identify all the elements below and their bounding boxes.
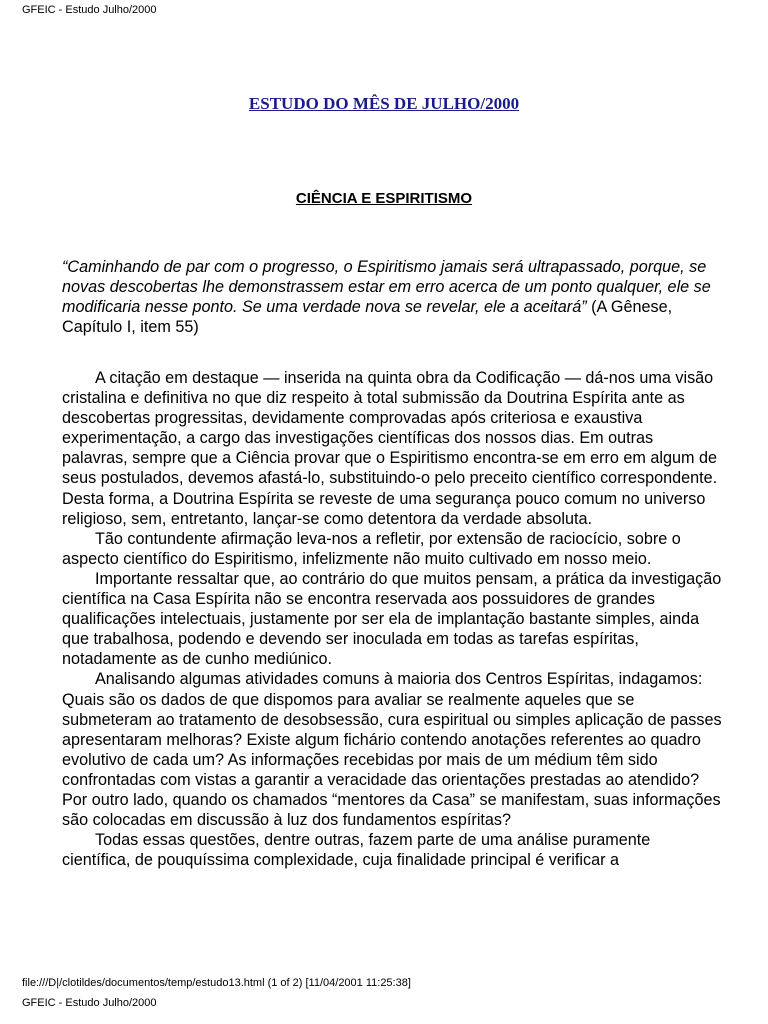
epigraph-quote xyxy=(62,257,722,337)
document-title-text: ESTUDO DO MÊS DE JULHO/2000 xyxy=(248,94,520,113)
body-paragraph: Tão contundente afirmação leva-nos a refletir, por extensão de raciocício, sobre o aspecto científico do Espiritismo, infelizmente não muito cultivado em nosso meio. xyxy=(62,529,681,568)
article-body xyxy=(62,368,722,870)
quote-text: “Caminhando de par com o progresso, o Espiritismo jamais será ultrapassado, porque, se novas descobertas lhe demonstrassem estar em erro acerca de um ponto qualquer, ele se modificaria nesse ponto. Se uma verdade nova se revelar, ele a aceitará” xyxy=(62,258,711,316)
body-paragraph: Importante ressaltar que, ao contrário do que muitos pensam, a prática da investigação científica na Casa Espírita não se encontra reservada aos possuidores de grandes qualificações intelectuais, justamente por ser ela de implantação bastante simples, ainda que trabalhosa, podendo e devendo ser inoculada em todas as tarefas espíritas, notadamente as de cunho mediúnico. xyxy=(62,569,722,669)
body-paragraph: Analisando algumas atividades comuns à maioria dos Centros Espíritas, indagamos: Quais são os dados de que dispomos para avaliar se realmente aqueles que se submeteram ao tratamento de desobsessão, cura espiritual ou simples aplicação de passes apresentaram melhoras? Existe algum fichário contendo anotações referentes ao quadro evolutivo de cada um? As informações recebidas por mais de um médium têm sido confrontadas com vistas a garantir a veracidade das orientações prestadas ao atendido? Por outro lado, quando os chamados “mentores da Casa” se manifestam, suas informações são colocadas em discussão à luz dos fundamentos espíritas? xyxy=(62,670,722,830)
document-subtitle: CIÊNCIA E ESPIRITISMO xyxy=(295,190,473,207)
page-header-label: GFEIC - Estudo Julho/2000 xyxy=(22,4,157,16)
next-page-header-label: GFEIC - Estudo Julho/2000 xyxy=(22,997,157,1009)
quote-source: (A Gênese, Capítulo I, item 55) xyxy=(62,298,673,336)
body-paragraph: A citação em destaque — inserida na quinta obra da Codificação — dá-nos uma visão cristalina e definitiva no que diz respeito à total submissão da Doutrina Espírita ante as descobertas progressitas, devidamente comprovadas após criteriosa e exaustiva experimentação, a cargo das investigações científicas dos nossos dias. Em outras palavras, sempre que a Ciência provar que o Espiritismo encontra-se em erro em algum de seus postulados, devemos afastá-lo, substituindo-o pelo preceito científico correspondente. Desta forma, a Doutrina Espírita se reveste de uma segurança pouco comum no universo religioso, sem, entretanto, lançar-se como detentora da verdade absoluta. xyxy=(62,369,718,528)
body-paragraph: Todas essas questões, dentre outras, fazem parte de uma análise puramente científica, de pouquíssima complexidade, cuja finalidade principal é verificar a xyxy=(62,831,651,870)
print-footer-path: file:///D|/clotildes/documentos/temp/estudo13.html (1 of 2) [11/04/2001 11:25:38] xyxy=(22,977,411,989)
document-title xyxy=(0,94,768,114)
